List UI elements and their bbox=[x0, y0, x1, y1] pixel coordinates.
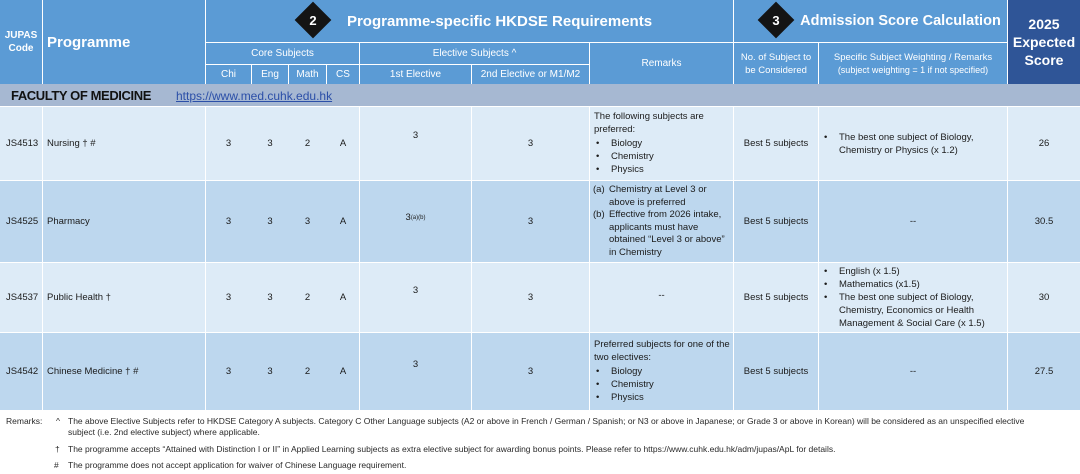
weighting-cell bbox=[822, 263, 1004, 332]
first-elective-footnote: (a)(b) bbox=[410, 214, 426, 221]
expected-score-value: 30.5 bbox=[1034, 216, 1054, 227]
jupas-code: JS4542 bbox=[6, 366, 39, 377]
dagger-symbol: † bbox=[55, 444, 60, 454]
cs-value: A bbox=[339, 366, 347, 377]
section2-title: Programme-specific HKDSE Requirements bbox=[346, 12, 653, 30]
remarks-bullet: • Biology bbox=[594, 365, 730, 378]
cs-header bbox=[327, 65, 359, 84]
eng-value: 3 bbox=[267, 216, 273, 227]
cs-header-label: CS bbox=[336, 69, 350, 80]
num-subjects-line1: No. of Subject to bbox=[740, 51, 812, 63]
remarks-intro: The following subjects are preferred: bbox=[594, 111, 704, 135]
first-elective-value bbox=[360, 177, 471, 258]
section3-number: 3 bbox=[772, 12, 780, 28]
col-divider bbox=[42, 107, 43, 410]
eng-value: 3 bbox=[267, 138, 273, 149]
second-elective-label: 2nd Elective or M1/M2 bbox=[480, 69, 581, 80]
programme-name: Pharmacy bbox=[47, 216, 90, 227]
eng-header-label: Eng bbox=[261, 69, 279, 80]
programme-name: Nursing † # bbox=[47, 138, 96, 149]
remarks-header bbox=[590, 43, 733, 84]
second-elective-value: 3 bbox=[527, 366, 534, 377]
first-elective-number: 3 bbox=[405, 212, 411, 223]
weighting-cell bbox=[822, 107, 1004, 180]
second-elective-header bbox=[472, 65, 589, 84]
math-value: 2 bbox=[304, 292, 311, 303]
jupas-code: JS4513 bbox=[6, 138, 39, 149]
expected-score-header bbox=[1008, 0, 1080, 84]
remarks-b-label: (b) bbox=[593, 209, 605, 220]
math-header bbox=[289, 65, 326, 84]
remarks-bullet: • Chemistry bbox=[594, 378, 730, 391]
num-subjects-value: Best 5 subjects bbox=[743, 138, 809, 149]
cs-value: A bbox=[339, 216, 347, 227]
caret-symbol: ^ bbox=[56, 416, 60, 426]
eng-header bbox=[252, 65, 288, 84]
core-subjects-header bbox=[206, 43, 359, 64]
expected-score-line3: Score bbox=[1024, 52, 1064, 68]
programme-header bbox=[43, 0, 205, 84]
weighting-header bbox=[819, 43, 1007, 84]
expected-score-line1: 2025 bbox=[1028, 16, 1060, 32]
remarks-a-text: Chemistry at Level 3 or above is preferred bbox=[609, 184, 707, 208]
section3-title: Admission Score Calculation bbox=[800, 13, 1001, 29]
weighting-line1: Specific Subject Weighting / Remarks bbox=[833, 51, 993, 63]
faculty-link[interactable]: https://www.med.cuhk.edu.hk bbox=[176, 89, 333, 103]
caret-footnote: The above Elective Subjects refer to HKDSE Category A subjects. Category C Other Language subjects (A2 or above in French / German / Spanish; or N3 or above in Japanese; or Grade 3 or above in Korean) will be considered as an unspecified elective subject (i.e. 2nd elective subject) where applicable. bbox=[68, 416, 1025, 437]
programme-header-label: Programme bbox=[47, 33, 131, 51]
col-divider bbox=[589, 107, 590, 410]
math-value: 2 bbox=[304, 366, 311, 377]
weighting-bullet: • Mathematics (x1.5) bbox=[822, 278, 1004, 291]
weighting-value: -- bbox=[909, 216, 917, 227]
weighting-bullet: • The best one subject of Biology, Chemistry or Physics (x 1.2) bbox=[822, 131, 1004, 157]
expected-score-value: 26 bbox=[1038, 138, 1050, 149]
first-elective-value: 3 bbox=[412, 359, 419, 370]
jupas-code-line1: JUPAS bbox=[4, 30, 38, 41]
expected-score-value: 30 bbox=[1038, 292, 1050, 303]
jupas-code-header bbox=[0, 0, 42, 84]
remarks-bullet: • Biology bbox=[594, 137, 730, 150]
second-elective-value: 3 bbox=[527, 138, 534, 149]
remarks-bullet: • Physics bbox=[594, 163, 730, 176]
first-elective-label: 1st Elective bbox=[389, 69, 442, 80]
math-header-label: Math bbox=[296, 69, 319, 80]
remarks-bullet: • Chemistry bbox=[594, 150, 730, 163]
jupas-code-line2: Code bbox=[8, 43, 34, 54]
second-elective-value: 3 bbox=[527, 292, 534, 303]
chi-value: 3 bbox=[225, 138, 232, 149]
chi-header-label: Chi bbox=[220, 69, 236, 80]
jupas-code: JS4525 bbox=[6, 216, 39, 227]
chi-value: 3 bbox=[225, 216, 232, 227]
chi-value: 3 bbox=[225, 366, 232, 377]
hash-footnote: The programme does not accept application for waiver of Chinese Language requirement. bbox=[68, 460, 407, 470]
chi-header bbox=[206, 65, 251, 84]
remarks-a-label: (a) bbox=[593, 184, 605, 195]
remarks-intro: Preferred subjects for one of the two electives: bbox=[594, 339, 730, 363]
cs-value: A bbox=[339, 138, 347, 149]
faculty-name: FACULTY OF MEDICINE bbox=[11, 88, 151, 103]
remarks-header-label: Remarks bbox=[641, 58, 682, 69]
eng-value: 3 bbox=[267, 292, 273, 303]
remarks-bullet: • Physics bbox=[594, 391, 730, 404]
expected-score-line2: Expected bbox=[1012, 34, 1076, 50]
weighting-bullet: • English (x 1.5) bbox=[822, 265, 1004, 278]
programme-name: Chinese Medicine † # bbox=[47, 366, 139, 377]
faculty-bar bbox=[0, 84, 1080, 106]
num-subjects-line2: be Considered bbox=[745, 64, 807, 76]
section2-title-bar bbox=[206, 0, 733, 42]
elective-subjects-header bbox=[360, 43, 589, 64]
math-value: 3 bbox=[304, 216, 311, 227]
num-subjects-value: Best 5 subjects bbox=[743, 292, 809, 303]
num-subjects-value: Best 5 subjects bbox=[743, 366, 809, 377]
second-elective-value: 3 bbox=[527, 216, 534, 227]
hash-symbol: # bbox=[54, 460, 59, 470]
math-value: 2 bbox=[304, 138, 311, 149]
dagger-footnote: The programme accepts “Attained with Distinction I or II” in Applied Learning subjects as extra elective subject for awarding bonus points. Please refer to https://www.cuhk.edu.hk/adm/jupas/ApL for details. bbox=[68, 444, 836, 454]
expected-score-value: 27.5 bbox=[1034, 366, 1054, 377]
remarks-value: -- bbox=[658, 290, 665, 301]
elective-subjects-label: Elective Subjects ^ bbox=[432, 48, 517, 59]
num-subjects-header bbox=[734, 43, 818, 84]
weighting-value: -- bbox=[909, 366, 917, 377]
chi-value: 3 bbox=[225, 292, 232, 303]
remarks-b-text: Effective from 2026 intake, applicants must have obtained “Level 3 or above” in Chemistry bbox=[609, 209, 725, 258]
remarks-cell bbox=[593, 181, 731, 262]
first-elective-value: 3 bbox=[412, 130, 419, 141]
weighting-line2: (subject weighting = 1 if not specified) bbox=[837, 64, 989, 75]
weighting-bullet: • The best one subject of Biology, Chemistry, Economics or Health Management & Social Care (x 1.5) bbox=[822, 291, 1004, 330]
first-elective-value: 3 bbox=[412, 285, 419, 296]
footnotes-label: Remarks: bbox=[6, 416, 43, 426]
first-elective-header bbox=[360, 65, 471, 84]
num-subjects-value: Best 5 subjects bbox=[743, 216, 809, 227]
programme-name: Public Health † bbox=[47, 292, 111, 303]
remarks-cell bbox=[594, 107, 730, 180]
section2-number: 2 bbox=[309, 12, 317, 28]
remarks-cell bbox=[594, 333, 730, 410]
eng-value: 3 bbox=[267, 366, 273, 377]
core-subjects-label: Core Subjects bbox=[251, 48, 314, 59]
jupas-code: JS4537 bbox=[6, 292, 39, 303]
cs-value: A bbox=[339, 292, 347, 303]
